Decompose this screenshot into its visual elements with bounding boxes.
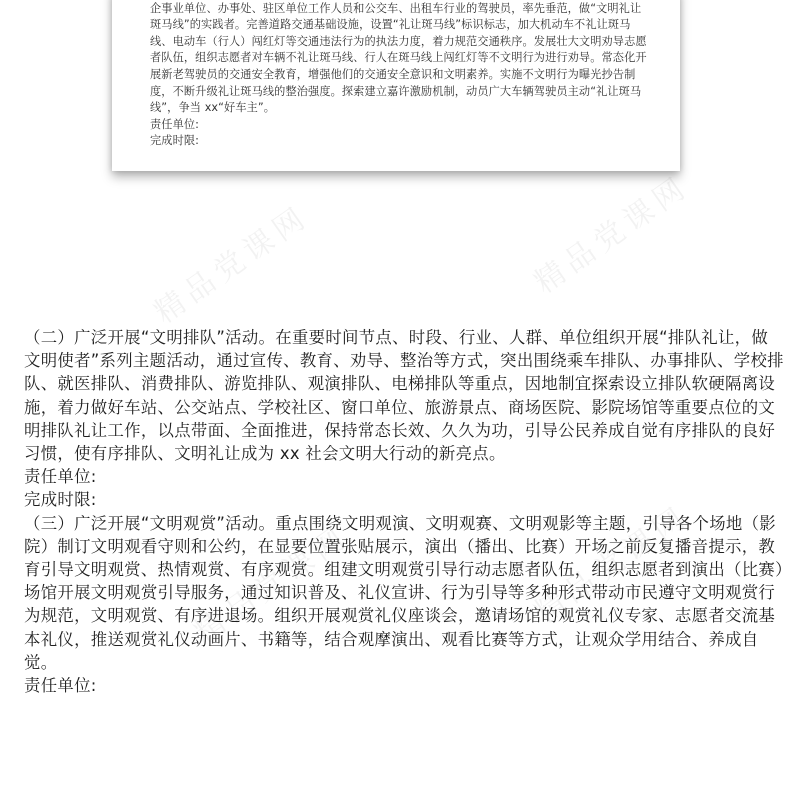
section-2-paragraph: （二）广泛开展“文明排队”活动。在重要时间节点、时段、行业、人群、单位组织开展“排队礼让，做文明使者”系列主题活动，通过宣传、教育、劝导、整治等方式，突出围绕乘车排队、办事排队、学校排队、就医排队、消费排队、游览排队、观演排队、电梯排队等重点，因地制宜探索设立排队软硬隔离设施，着力做好车站、公交站点、学校社区、窗口单位、旅游景点、商场医院、影院场馆等重要点位的文明排队礼让工作，以点带面、全面推进，保持常态长效、久久为功，引导公民养成自觉有序排队的良好习惯，使有序排队、文明礼让成为 xx 社会文明大行动的新亮点。 [24, 328, 784, 464]
watermark: 精品党课网 [148, 198, 316, 331]
card-responsible-unit: 责任单位: [150, 117, 200, 131]
document-preview-card [112, 0, 680, 171]
section-3-responsible-unit: 责任单位: [24, 676, 97, 696]
watermark: 精品党课网 [188, 518, 356, 651]
card-deadline: 完成时限: [150, 134, 200, 148]
card-body [150, 0, 650, 150]
section-2-responsible-unit: 责任单位: [24, 467, 97, 487]
section-2-deadline: 完成时限: [24, 490, 97, 510]
watermark: 精品党课网 [528, 168, 696, 301]
document-body [24, 326, 784, 697]
section-3-paragraph: （三）广泛开展“文明观赏”活动。重点围绕文明观演、文明观赛、文明观影等主题，引导各个场地（影院）制订文明观看守则和公约，在显要位置张贴展示，演出（播出、比赛）开场之前反复播音提示，教育引导文明观赏、热情观赏、有序观赏。组建文明观赏引导行动志愿者队伍，组织志愿者到演出（比赛）场馆开展文明观赏引导服务，通过知识普及、礼仪宣讲、行为引导等多种形式带动市民遵守文明观赏行为规范，文明观赏、有序进退场。组织开展观赏礼仪座谈会，邀请场馆的观赏礼仪专家、志愿者交流基本礼仪，推送观赏礼仪动画片、书籍等，结合观摩演出、观看比赛等方式，让观众学用结合、养成自觉。 [24, 513, 784, 672]
card-paragraph: 企事业单位、办事处、驻区单位工作人员和公交车、出租车行业的驾驶员，率先垂范，做“文明礼让斑马线”的实践者。完善道路交通基础设施，设置“礼让斑马线”标识标志，加大机动车不礼让斑马线、电动车（行人）闯红灯等交通违法行为的执法力度，着力规范交通秩序。发展壮大文明劝导志愿者队伍，组织志愿者对车辆不礼让斑马线、行人在斑马线上闯红灯等不文明行为进行劝导。常态化开展新老驾驶员的交通安全教育，增强他们的交通安全意识和文明素养。实施不文明行为曝光抄告制度，不断升级礼让斑马线的整治强度。探索建立嘉许激励机制，动员广大车辆驾驶员主动“礼让斑马线”，争当 xx“好车主”。 [150, 1, 647, 115]
watermark: 精品党课网 [528, 498, 696, 631]
